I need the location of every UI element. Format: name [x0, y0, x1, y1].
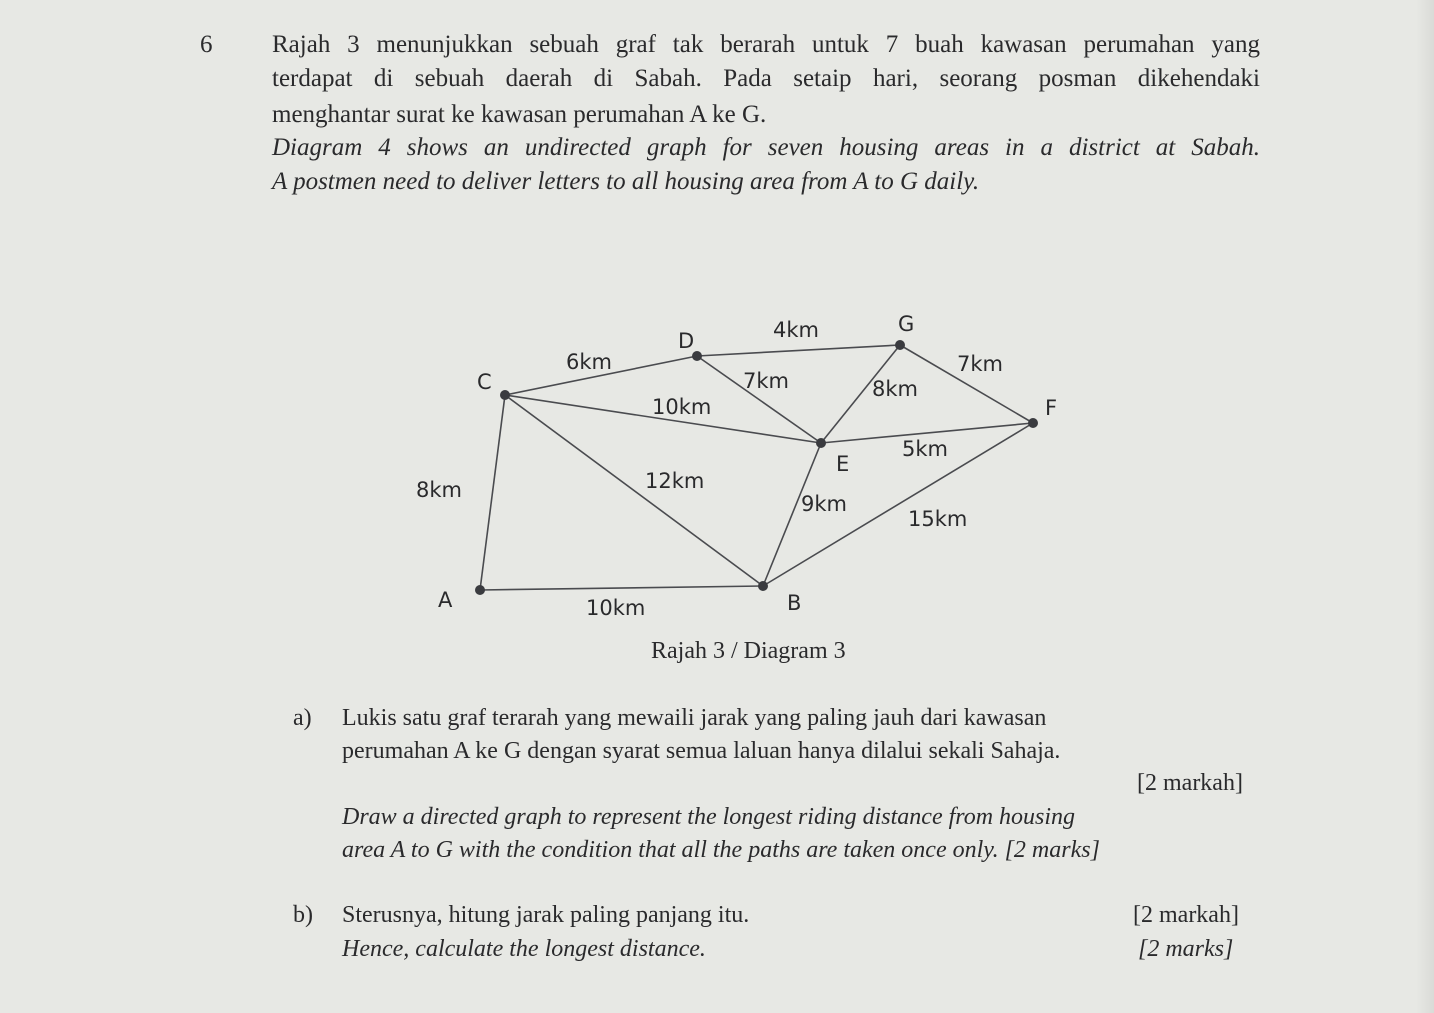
vertex-B	[758, 581, 768, 591]
vertex-label-D: D	[678, 329, 695, 353]
edge-label-C-B: 12km	[645, 469, 705, 493]
edge-label-C-E: 10km	[652, 395, 712, 419]
vertex-label-A: A	[438, 588, 453, 612]
part-b-malay-text: Sterusnya, hitung jarak paling panjang itu.	[342, 902, 750, 928]
vertex-C	[500, 390, 510, 400]
question-malay-line-2: terdapat di sebuah daerah di Sabah. Pada setaip hari, seorang posman dikehendaki	[272, 65, 1260, 92]
part-b-malay-marks: [2 markah]	[1133, 902, 1239, 928]
part-a-label: a)	[293, 705, 312, 731]
question-english-line-2: A postmen need to deliver letters to all housing area from A to G daily.	[272, 168, 980, 195]
part-a-malay-marks: [2 markah]	[1137, 770, 1243, 796]
edge-label-D-G: 4km	[773, 318, 819, 342]
question-number: 6	[200, 31, 213, 58]
part-b-label: b)	[293, 902, 313, 928]
part-b-english-text: Hence, calculate the longest distance.	[342, 936, 706, 962]
vertex-F	[1028, 418, 1038, 428]
edge-label-F-B: 15km	[908, 507, 968, 531]
diagram-caption: Rajah 3 / Diagram 3	[651, 638, 846, 664]
vertex-label-E: E	[836, 452, 850, 476]
edge-label-A-B: 10km	[586, 596, 646, 620]
part-a-english-line-2: area A to G with the condition that all the paths are taken once only. [2 marks]	[342, 837, 1100, 863]
part-a-malay-line-1: Lukis satu graf terarah yang mewaili jarak yang paling jauh dari kawasan	[342, 705, 1047, 731]
vertex-G	[895, 340, 905, 350]
part-b-english-marks: [2 marks]	[1138, 936, 1234, 962]
edge-label-C-A: 8km	[416, 478, 462, 502]
question-malay-line-3: menghantar surat ke kawasan perumahan A ke G.	[272, 101, 767, 128]
edge-label-E-F: 5km	[902, 437, 948, 461]
part-a-english-line-1: Draw a directed graph to represent the longest riding distance from housing	[342, 804, 1076, 830]
edge-label-G-E: 8km	[872, 377, 918, 401]
edge-label-D-E: 7km	[743, 369, 789, 393]
vertex-label-C: C	[477, 370, 492, 394]
question-english-line-1: Diagram 4 shows an undirected graph for seven housing areas in a district at Sabah.	[272, 134, 1260, 161]
edge-C-A	[480, 395, 505, 590]
vertex-A	[475, 585, 485, 595]
vertex-label-G: G	[898, 312, 915, 336]
vertex-E	[816, 438, 826, 448]
vertex-label-F: F	[1045, 396, 1058, 420]
edge-label-G-F: 7km	[957, 352, 1003, 376]
edge-D-G	[697, 345, 900, 356]
edge-label-E-B: 9km	[801, 492, 847, 516]
part-a-malay-line-2: perumahan A ke G dengan syarat semua laluan hanya dilalui sekali Sahaja.	[342, 738, 1061, 764]
vertex-label-B: B	[787, 591, 802, 615]
question-malay-line-1: Rajah 3 menunjukkan sebuah graf tak berarah untuk 7 buah kawasan perumahan yang	[272, 31, 1260, 58]
edge-label-C-D: 6km	[566, 350, 612, 374]
edge-C-B	[505, 395, 763, 586]
edge-A-B	[480, 586, 763, 590]
